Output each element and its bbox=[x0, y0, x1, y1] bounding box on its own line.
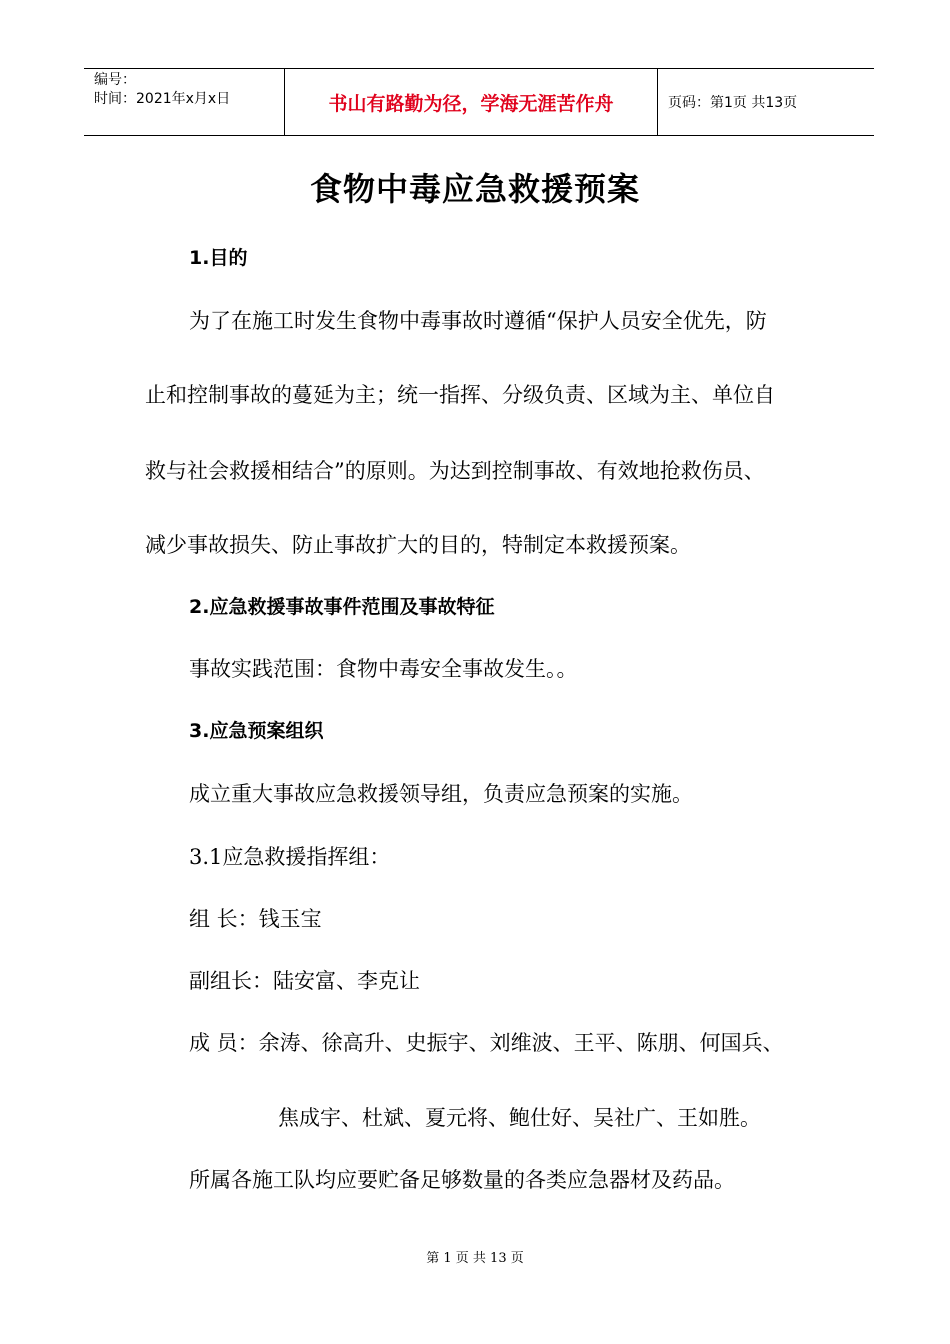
page-header bbox=[84, 68, 874, 136]
members-line-2: 焦成宇、杜斌、夏元将、鲍仕好、吴社广、王如胜。 bbox=[278, 1106, 761, 1130]
section-2-text: 事故实践范围：食物中毒安全事故发生。。 bbox=[189, 657, 578, 681]
header-page-info: 页码：第1页 共13页 bbox=[668, 95, 798, 111]
section-3-1-heading: 3.1应急救援指挥组： bbox=[189, 845, 391, 869]
header-time: 时间：2021年x月x日 bbox=[94, 91, 231, 107]
document-title: 食物中毒应急救援预案 bbox=[309, 170, 640, 208]
section-3-text: 成立重大事故应急救援领导组，负责应急预案的实施。 bbox=[189, 782, 693, 806]
vice-leader-line: 副组长：陆安富、李克让 bbox=[189, 969, 420, 993]
section-1-line-3: 救与社会救援相结合”的原则。为达到控制事故、有效地抢救伤员、 bbox=[145, 459, 765, 483]
section-2-heading: 2.应急救援事故事件范围及事故特征 bbox=[189, 596, 495, 618]
header-meta bbox=[84, 69, 285, 135]
members-line-1: 成 员：余涛、徐高升、史振宇、刘维波、王平、陈朋、何国兵、 bbox=[189, 1031, 784, 1055]
section-1-heading: 1.目的 bbox=[189, 247, 248, 269]
header-slogan: 书山有路勤为径，学海无涯苦作舟 bbox=[328, 92, 614, 115]
section-1-line-2: 止和控制事故的蔓延为主；统一指挥、分级负责、区域为主、单位自 bbox=[145, 383, 775, 407]
equipment-line: 所属各施工队均应要贮备足够数量的各类应急器材及药品。 bbox=[189, 1168, 735, 1192]
header-slogan-cell bbox=[285, 69, 658, 135]
section-1-line-1: 为了在施工时发生食物中毒事故时遵循“保护人员安全优先，防 bbox=[189, 309, 767, 333]
section-1-line-4: 减少事故损失、防止事故扩大的目的，特制定本救援预案。 bbox=[145, 533, 691, 557]
header-number: 编号： bbox=[94, 72, 136, 88]
page-footer: 第 1 页 共 13 页 bbox=[426, 1251, 524, 1266]
section-3-heading: 3.应急预案组织 bbox=[189, 720, 324, 742]
leader-line: 组 长：钱玉宝 bbox=[189, 907, 322, 931]
